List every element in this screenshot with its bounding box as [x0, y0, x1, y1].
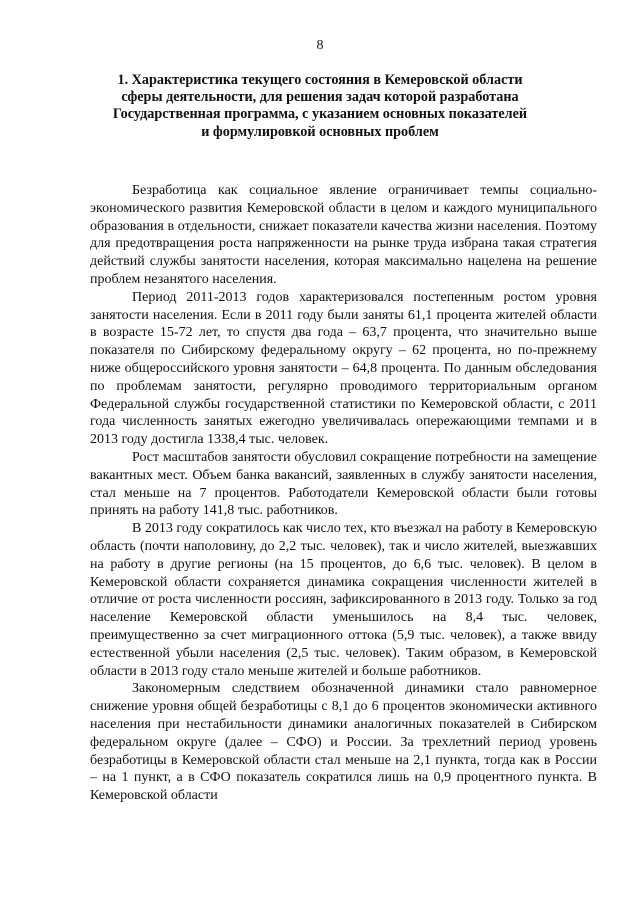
page-number: 8 — [316, 38, 324, 53]
section-heading: 1. Характеристика текущего состояния в Кемеровской области сферы деятельности, для решения задач которой разработана Государственная программа, с указанием основных показателей и формулировкой основных проблем — [112, 72, 528, 140]
paragraph: Рост масштабов занятости обусловил сокращение потребности на замещение вакантных мест. Объем банка вакансий, заявленных в службу занятости населения, стал меньше на 7 процентов. Работодатели Кемеровской области были готовы принять на работу 141,8 тыс. работников. — [90, 449, 597, 519]
body-text — [90, 182, 597, 805]
paragraph: Период 2011-2013 годов характеризовался постепенным ростом уровня занятости населения. Если в 2011 году были заняты 61,1 процента жителей области в возрасте 15-72 лет, то спустя два года – 63,7 процента, что значительно выше показателя по Сибирскому федеральному округу – 62 процента, но по-прежнему ниже общероссийского уровня занятости – 64,8 процента. По данным обследования по проблемам занятости, регулярно проводимого территориальным органом Федеральной службы государственной статистики по Кемеровской области, с 2011 года численность занятых ежегодно увеличивалась опережающими темпами и в 2013 году достигла 1338,4 тыс. человек. — [90, 289, 597, 448]
paragraph: Безработица как социальное явление ограничивает темпы социально-экономического развития Кемеровской области в целом и каждого муниципального образования в отдельности, снижает показатели качества жизни населения. Поэтому для предотвращения роста напряженности на рынке труда избрана такая стратегия действий службы занятости населения, которая максимально нацелена на решение проблем незанятого населения. — [90, 183, 597, 287]
paragraph: Закономерным следствием обозначенной динамики стало равномерное снижение уровня общей безработицы с 8,1 до 6 процентов экономически активного населения при нестабильности динамики аналогичных показателей в Сибирском федеральном округе (далее – СФО) и России. За трехлетний период уровень безработицы в Кемеровской области стал меньше на 2,1 пункта, тогда как в России – на 1 пункт, а в СФО показатель сократился лишь на 0,9 процентного пункта. В Кемеровской области — [90, 681, 597, 804]
paragraph: В 2013 году сократилось как число тех, кто въезжал на работу в Кемеровскую область (почти наполовину, до 2,2 тыс. человек), так и число жителей, выезжавших на работу в другие регионы (на 15 процентов, до 6,6 тыс. человек). В целом в Кемеровской области сохраняется динамика сокращения численности жителей в отличие от роста численности россиян, зафиксированного в 2013 году. Только за год население Кемеровской области уменьшилось на 8,4 тыс. человек, преимущественно за счет миграционного оттока (5,9 тыс. человек), а также ввиду естественной убыли населения (2,5 тыс. человек). Таким образом, в Кемеровской области в 2013 году стало меньше жителей и больше работников. — [90, 521, 597, 679]
